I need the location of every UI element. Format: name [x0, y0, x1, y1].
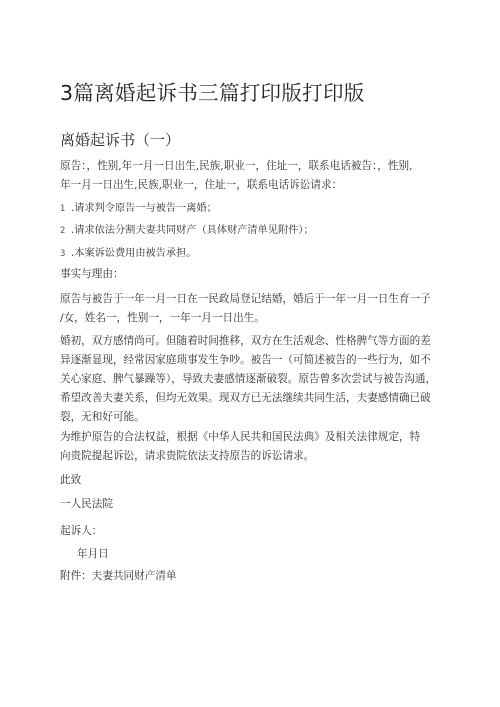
claim-item	[60, 221, 450, 241]
facts-paragraph-2	[60, 332, 450, 427]
facts-paragraph-1	[60, 290, 450, 328]
claim-number: 3	[60, 249, 66, 259]
date-line: 年月日	[77, 548, 109, 560]
plaintiff-signature: 起诉人：	[60, 525, 103, 537]
paragraph-line: 为维护原告的合法权益，根据《中华人民共和国民法典》及相关法律规定，特	[60, 431, 421, 443]
claim-item	[60, 199, 450, 219]
paragraph-line: 希望改善夫妻关系，但均无效果。现双方已无法继续共同生活，夫妻感情确已破	[60, 392, 431, 404]
claim-number: 2	[60, 226, 66, 236]
parties-paragraph	[60, 157, 450, 195]
paragraph-line: 向贵院提起诉讼，请求贵院依法支持原告的诉讼请求。	[60, 450, 315, 462]
parties-line: 原告：，性别,年一月一日出生,民族,职业一，住址一，联系电话被告：，性别,	[60, 160, 413, 172]
claim-number: 1	[60, 204, 66, 214]
document-title: 3篇离婚起诉书三篇打印版打印版	[60, 81, 365, 105]
court-name: 一人民法院	[60, 498, 113, 510]
claim-item	[60, 244, 450, 264]
claim-text: .本案诉讼费用由被告承担。	[71, 248, 197, 259]
parties-line: 年一月一日出生,民族,职业一，住址一，联系电话诉讼请求：	[60, 179, 343, 191]
paragraph-line: 婚初，双方感情尚可。但随着时间推移，双方在生活观念、性格脾气等方面的差	[60, 335, 431, 347]
paragraph-line: 异逐渐显现，经常因家庭琐事发生争吵。被告一（可简述被告的一些行为，如不	[60, 354, 431, 366]
paragraph-line: /女，姓名一，性别一，一年一月一日出生。	[60, 312, 265, 324]
attachment-line: 附件：夫妻共同财产清单	[60, 570, 177, 582]
paragraph-line: 裂，无和好可能。	[60, 411, 145, 423]
paragraph-line: 原告与被告于一年一月一日在一民政局登记结婚，婚后于一年一月一日生育一子	[60, 293, 431, 305]
facts-heading: 事实与理由：	[60, 268, 124, 280]
section-title: 离婚起诉书（一）	[60, 131, 181, 149]
paragraph-line: 关心家庭、脾气暴躁等），导致夫妻感情逐渐破裂。原告曾多次尝试与被告沟通，	[60, 373, 437, 385]
claim-text: .请求依法分割夫妻共同财产（具体财产清单见附件）；	[71, 225, 314, 236]
closing-text: 此致	[60, 474, 82, 486]
claim-text: .请求判令原告一与被告一离婚；	[71, 203, 217, 214]
facts-paragraph-3	[60, 428, 450, 466]
